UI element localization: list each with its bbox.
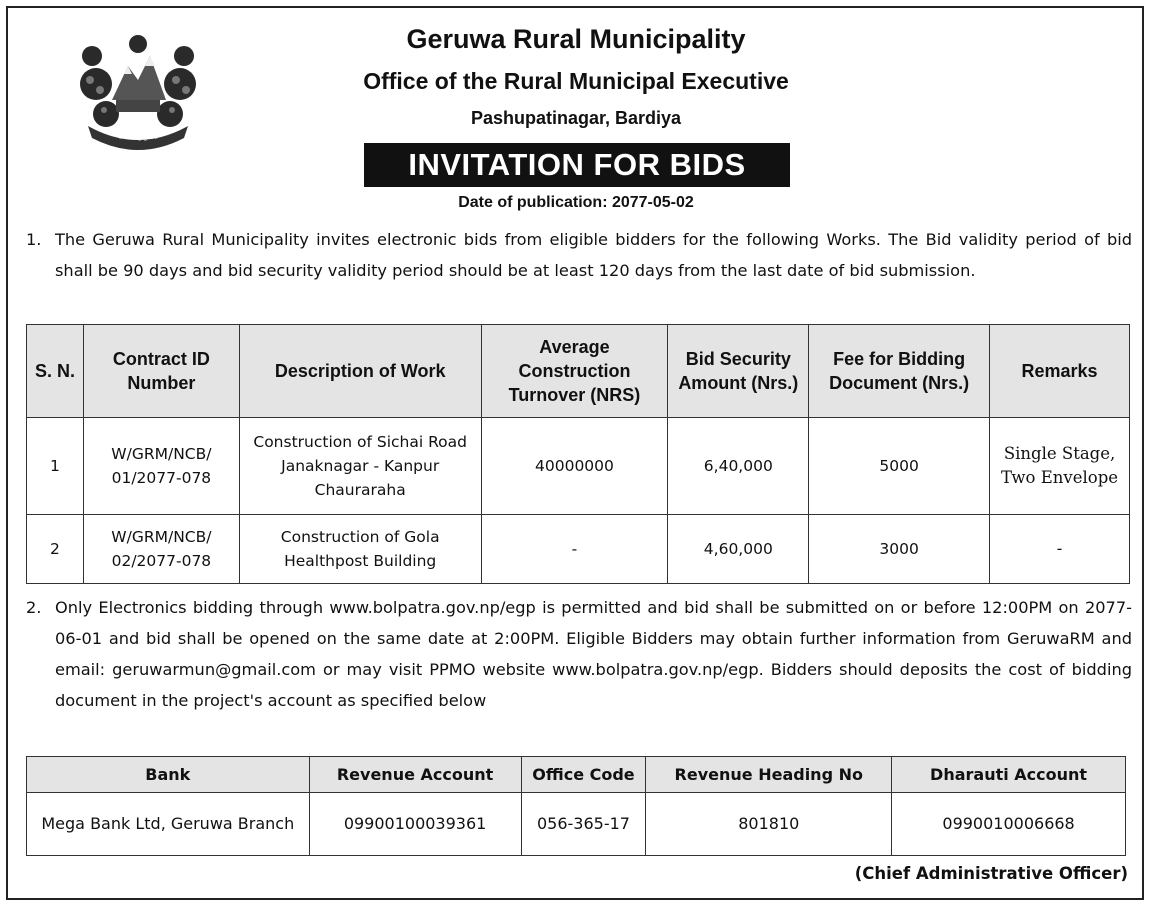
col-header-dharauti-account: Dharauti Account — [892, 757, 1126, 793]
cell-sn: 1 — [27, 418, 84, 515]
cell-turnover: 40000000 — [481, 418, 668, 515]
col-header-fee: Fee for Bidding Document (Nrs.) — [809, 325, 990, 418]
cell-remarks: - — [990, 515, 1130, 584]
col-header-revenue-heading: Revenue Heading No — [646, 757, 892, 793]
col-header-turnover: Average Construction Turnover (NRS) — [481, 325, 668, 418]
signature-line: (Chief Administrative Officer) — [854, 864, 1128, 883]
cell-contract-id: W/GRM/NCB/ 02/2077-078 — [83, 515, 239, 584]
cell-description: Construction of Gola Healthpost Building — [239, 515, 481, 584]
col-header-contract-id: Contract ID Number — [83, 325, 239, 418]
municipality-title: Geruwa Rural Municipality — [406, 24, 746, 54]
cell-description: Construction of Sichai Road Janaknagar - Kanpur Chauraraha — [239, 418, 481, 515]
publication-date: Date of publication: 2077-05-02 — [458, 194, 694, 211]
cell-revenue-account: 09900100039361 — [309, 793, 521, 856]
paragraph-text: The Geruwa Rural Municipality invites electronic bids from eligible bidders for the following Works. The Bid validity period of bid shall be 90 days and bid security validity period should be at least 120 days from the last date of bid submission. — [55, 230, 1132, 280]
table-row — [27, 515, 1130, 584]
cell-remarks: Single Stage, Two Envelope — [990, 418, 1130, 515]
table-header-row — [27, 757, 1126, 793]
cell-fee: 5000 — [809, 418, 990, 515]
cell-dharauti-account: 0990010006668 — [892, 793, 1126, 856]
col-header-bid-security: Bid Security Amount (Nrs.) — [668, 325, 809, 418]
col-header-bank: Bank — [27, 757, 310, 793]
cell-fee: 3000 — [809, 515, 990, 584]
cell-sn: 2 — [27, 515, 84, 584]
cell-bank: Mega Bank Ltd, Geruwa Branch — [27, 793, 310, 856]
works-table — [26, 324, 1130, 584]
cell-bid-security: 4,60,000 — [668, 515, 809, 584]
col-header-description: Description of Work — [239, 325, 481, 418]
invitation-banner: INVITATION FOR BIDS — [364, 143, 790, 187]
table-header-row — [27, 325, 1130, 418]
bank-table — [26, 756, 1126, 856]
paragraph-number: 2. — [26, 598, 42, 617]
paragraph-text: Only Electronics bidding through www.bolpatra.gov.np/egp is permitted and bid shall be submitted on or before 12:00PM on 2077-06-01 and bid shall be opened on the same date at 2:00PM. Eligible Bidders may obtain further information from GeruwaRM and email: geruwarmun@gmail.com or may visit PPMO website www.bolpatra.gov.np/egp. Bidders should deposits the cost of bidding document in the project's account as specified below — [55, 598, 1132, 710]
col-header-office-code: Office Code — [521, 757, 646, 793]
office-address: Pashupatinagar, Bardiya — [470, 108, 682, 128]
paragraph-number: 1. — [26, 230, 42, 249]
col-header-remarks: Remarks — [990, 325, 1130, 418]
table-row — [27, 793, 1126, 856]
cell-revenue-heading: 801810 — [646, 793, 892, 856]
cell-contract-id: W/GRM/NCB/ 01/2077-078 — [83, 418, 239, 515]
cell-bid-security: 6,40,000 — [668, 418, 809, 515]
table-row — [27, 418, 1130, 515]
emblem-caption: सर्वे भवन्तु सुखिनः — [118, 134, 158, 141]
paragraph-2 — [26, 592, 1132, 716]
paragraph-1 — [26, 224, 1132, 286]
col-header-revenue-account: Revenue Account — [309, 757, 521, 793]
col-header-sn: S. N. — [27, 325, 84, 418]
cell-office-code: 056-365-17 — [521, 793, 646, 856]
cell-turnover: - — [481, 515, 668, 584]
office-name: Office of the Rural Municipal Executive — [363, 68, 789, 94]
